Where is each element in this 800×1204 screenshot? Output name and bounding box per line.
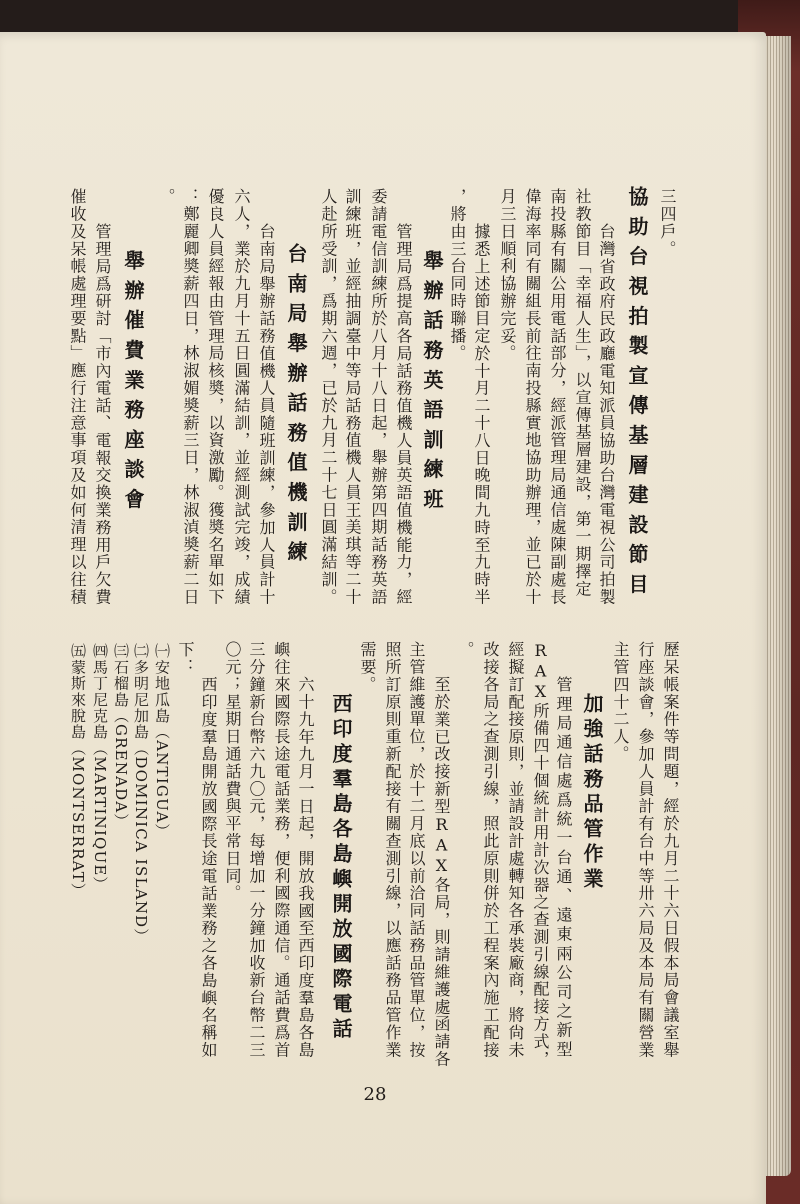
island-list-item: ㈠安地瓜島（ANTIGUA） [153, 643, 171, 840]
article-heading: 舉辦催費業務座談會 [121, 250, 145, 519]
article-text-line: 委請電信訓練所於八月十八日起，舉辦第四期話務英語 [369, 188, 388, 606]
continued-text-line: 三四戶。 [658, 188, 677, 258]
page-number: 28 [363, 1084, 387, 1105]
article-text-line: 行座談會，參加人員計有台中等卅六局及本局有關營業 [636, 641, 655, 1059]
article-text-line: 改接各局之查測引線，照此原則併於工程案內施工配接 [481, 641, 500, 1059]
island-list-item: ㈢石榴島（GRENADA） [112, 643, 130, 830]
lower-tier [0, 630, 700, 1070]
article-heading: 西印度羣島各島嶼開放國際電話 [329, 693, 353, 1043]
article-text-line: 需要。 [358, 641, 377, 694]
article-heading: 台南局舉辦話務值機訓練 [284, 243, 308, 571]
article-text-line: RAX所備四十個統計用計次器之查測引線配接方式， [531, 641, 550, 1068]
article-text-line: 催收及呆帳處理要點」應行注意事項及如何清理以往積 [68, 188, 87, 606]
article-text-line: 歷呆帳案件等問題，經於九月二十六日假本局會議室舉 [661, 641, 680, 1059]
upper-tier [0, 180, 700, 620]
article-text-line: 社教節目「幸福人生」，以宣傳基層建設，第一期擇定 [573, 188, 592, 598]
page-edge-stack [762, 36, 791, 1176]
island-list-item: ㈤蒙斯來脫島（MONTSERRAT） [69, 643, 87, 900]
article-text-line: 主管維護單位，於十二月底以前洽同話務品管單位，按 [407, 641, 426, 1059]
article-text-line: 照所訂原則重新配接有關查測引線，以應話務品管作業 [383, 641, 402, 1059]
article-text-line: 月三日順利協辦完妥。 [498, 188, 517, 362]
article-text-line: 六人，業於九月十五日圓滿結訓，並經測試完竣，成績 [232, 188, 251, 606]
article-text-line: 偉海率同有關組長前往南投縣實地協助辦理，並已於十 [523, 188, 542, 606]
article-text-line: 南投縣有關公用電話部分，經派管理局通信處陳副處長 [548, 188, 567, 606]
article-text-line: 據悉上述節目定於十月二十八日晚間九時至九時半 [472, 223, 491, 606]
article-text-line: 台灣省政府民政廳電知派員協助台灣電視公司拍製 [597, 223, 616, 606]
article-text-line: 優良人員經報由管理局核奬，以資激勵。獲奬名單如下 [206, 188, 225, 606]
article-text-line: 台南局舉辦話務值機人員隨班訓練，參加人員計十 [257, 223, 276, 606]
island-list-item: ㈣馬丁尼克島（MARTINIQUE） [91, 643, 109, 893]
article-text-line: 〇元；星期日通話費與平常日同。 [223, 641, 242, 902]
article-text-line: 主管四十二人。 [611, 641, 630, 763]
article-text-line: 人赴所受訓，爲期六週，已於九月二十七日圓滿結訓。 [319, 188, 338, 606]
article-text-line: 。 [456, 641, 475, 659]
article-heading: 舉辦話務英語訓練班 [420, 250, 444, 519]
article-text-line: 經擬訂配接原則，並請設計處轉知各承裝廠商，將尙未 [506, 641, 525, 1059]
article-text-line: 三分鐘新台幣六九〇元，每增加一分鐘加收新台幣二三 [247, 641, 266, 1059]
article-text-line: 。 [157, 188, 176, 206]
article-text-line: 下： [176, 641, 195, 676]
article-text-line: 管理局通信處爲統一台通、遠東兩公司之新型 [554, 676, 573, 1060]
island-list-item: ㈡多明尼加島（DOMINICA ISLAND） [132, 643, 150, 945]
article-text-line: 六十九年九月一日起，開放我國至西印度羣島各島 [296, 676, 315, 1059]
article-text-line: 嶼往來國際長途電話業務，便利國際通信。通話費爲首 [272, 641, 291, 1059]
article-heading: 協助台視拍製宣傳基層建設節目 [625, 186, 649, 604]
article-text-line: 訓練班，並經抽調臺中等局話務值機人員王美琪等二十 [343, 188, 362, 606]
article-text-line: 管理局爲研討「市內電話、電報交換業務用戶欠費 [93, 223, 112, 606]
article-text-line: 管理局爲提高各局話務值機人員英語值機能力，經 [394, 223, 413, 606]
article-heading: 加強話務品管作業 [580, 693, 604, 893]
article-text-line: 至於業已改接新型RAX各局，則請維護處函請各 [432, 676, 451, 1068]
article-text-line: ：鄭麗卿奬薪四日，林淑媚奬薪三日，林淑湞奬薪二日 [181, 188, 200, 606]
article-text-line: ，將由三台同時聯播。 [448, 188, 467, 362]
book-page [0, 32, 766, 1204]
article-text-line: 西印度羣島開放國際長途電話業務之各島嶼名稱如 [199, 676, 218, 1059]
